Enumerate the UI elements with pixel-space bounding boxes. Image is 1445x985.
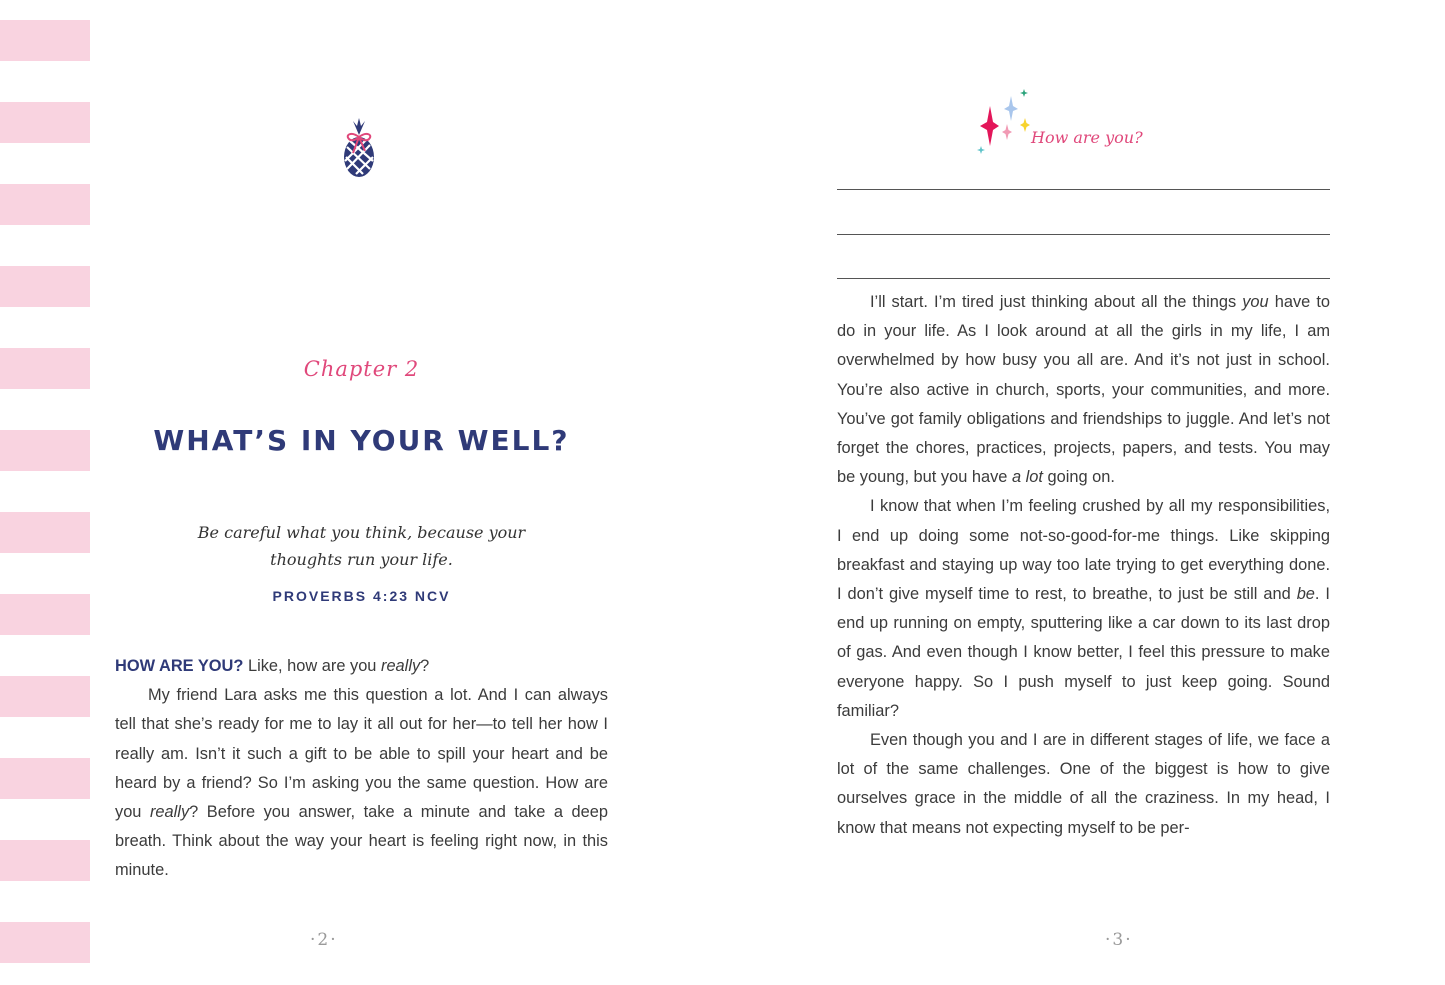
stripe [0, 676, 90, 717]
text-run: My friend Lara asks me this question a lot. And I can always tell that she’s ready for me to lay it all out for her—to tell her how I really am. Isn’t it such a gift to be able to spill your heart and be heard by a friend? So I’m asking you the same question. How are you [115, 686, 608, 822]
text-run: I’ll start. I’m tired just thinking about all the things [870, 293, 1243, 311]
stripe [0, 922, 90, 963]
epigraph-reference: PROVERBS 4:23 NCV [272, 588, 451, 604]
emphasis: you [1242, 293, 1269, 311]
lead-in: HOW ARE YOU? [115, 657, 244, 675]
page-number: ·3· [1105, 930, 1133, 950]
writing-line[interactable] [837, 278, 1330, 279]
epigraph-line: thoughts run your life. [270, 550, 453, 569]
emphasis: really [380, 657, 421, 675]
stripe [0, 512, 90, 553]
text-run: Like, how are you [243, 657, 381, 675]
paragraph [837, 492, 1330, 726]
left-page [90, 0, 720, 985]
paragraph [837, 288, 1330, 492]
stripe [0, 20, 90, 61]
chapter-title: WHAT’S IN YOUR WELL? [153, 424, 570, 457]
stripe [0, 430, 90, 471]
stripe [0, 184, 90, 225]
epigraph-line: Be careful what you think, because your [197, 523, 526, 542]
paragraph [115, 652, 608, 681]
right-body-text [837, 288, 1330, 843]
prompt-label: How are you? [1031, 128, 1143, 147]
right-page [722, 0, 1445, 985]
writing-line[interactable] [837, 234, 1330, 235]
emphasis: really [149, 803, 190, 822]
stripe [0, 594, 90, 635]
text-run: . I end up running on empty, sputtering like a car down to its last drop of gas. And even though I know better, I feel this pressure to make everyone happy. So I push myself to just keep going. Sound familiar? [837, 585, 1330, 720]
text-run: I know that when I’m feeling crushed by all my responsibilities, I end up doing some not-so-good-for-me things. Like skipping breakfast and staying up way too late trying to get everything done. I don’t give myself time to rest, to breathe, to just be still and [837, 497, 1330, 604]
stripe [0, 348, 90, 389]
paragraph [115, 681, 608, 885]
text-run: ? Before you answer, take a minute and take a deep breath. Think about the way your heart is feeling right now, in this minute. [115, 803, 608, 880]
text-run: have to do in your life. As I look around at all the girls in my life, I am overwhelmed by how busy you all are. And it’s not just in school. You’re also active in church, sports, your communities, and more. You’ve got family obligations and friendships to juggle. And let’s not forget the chores, practices, projects, papers, and tests. You may be young, but you have [837, 293, 1330, 487]
stripe [0, 266, 90, 307]
emphasis: a lot [1011, 468, 1043, 487]
emphasis: be [1296, 585, 1315, 604]
decorative-stripes [0, 0, 90, 985]
sparkles-icon [975, 86, 1035, 158]
paragraph: Even though you and I are in different stages of life, we face a lot of the same challenges. One of the biggest is how to give ourselves grace in the middle of all the craziness. In my head, I know that means not expecting myself to be per- [837, 731, 1330, 837]
text-run: ? [420, 657, 430, 675]
writing-line[interactable] [837, 189, 1330, 190]
stripe [0, 840, 90, 881]
stripe [0, 758, 90, 799]
pineapple-icon [340, 117, 378, 179]
stripe [0, 102, 90, 143]
chapter-label: Chapter 2 [303, 357, 420, 381]
page-number: ·2· [310, 930, 338, 950]
text-run: going on. [1042, 468, 1115, 487]
epigraph [115, 519, 608, 573]
left-body-text [115, 652, 608, 886]
